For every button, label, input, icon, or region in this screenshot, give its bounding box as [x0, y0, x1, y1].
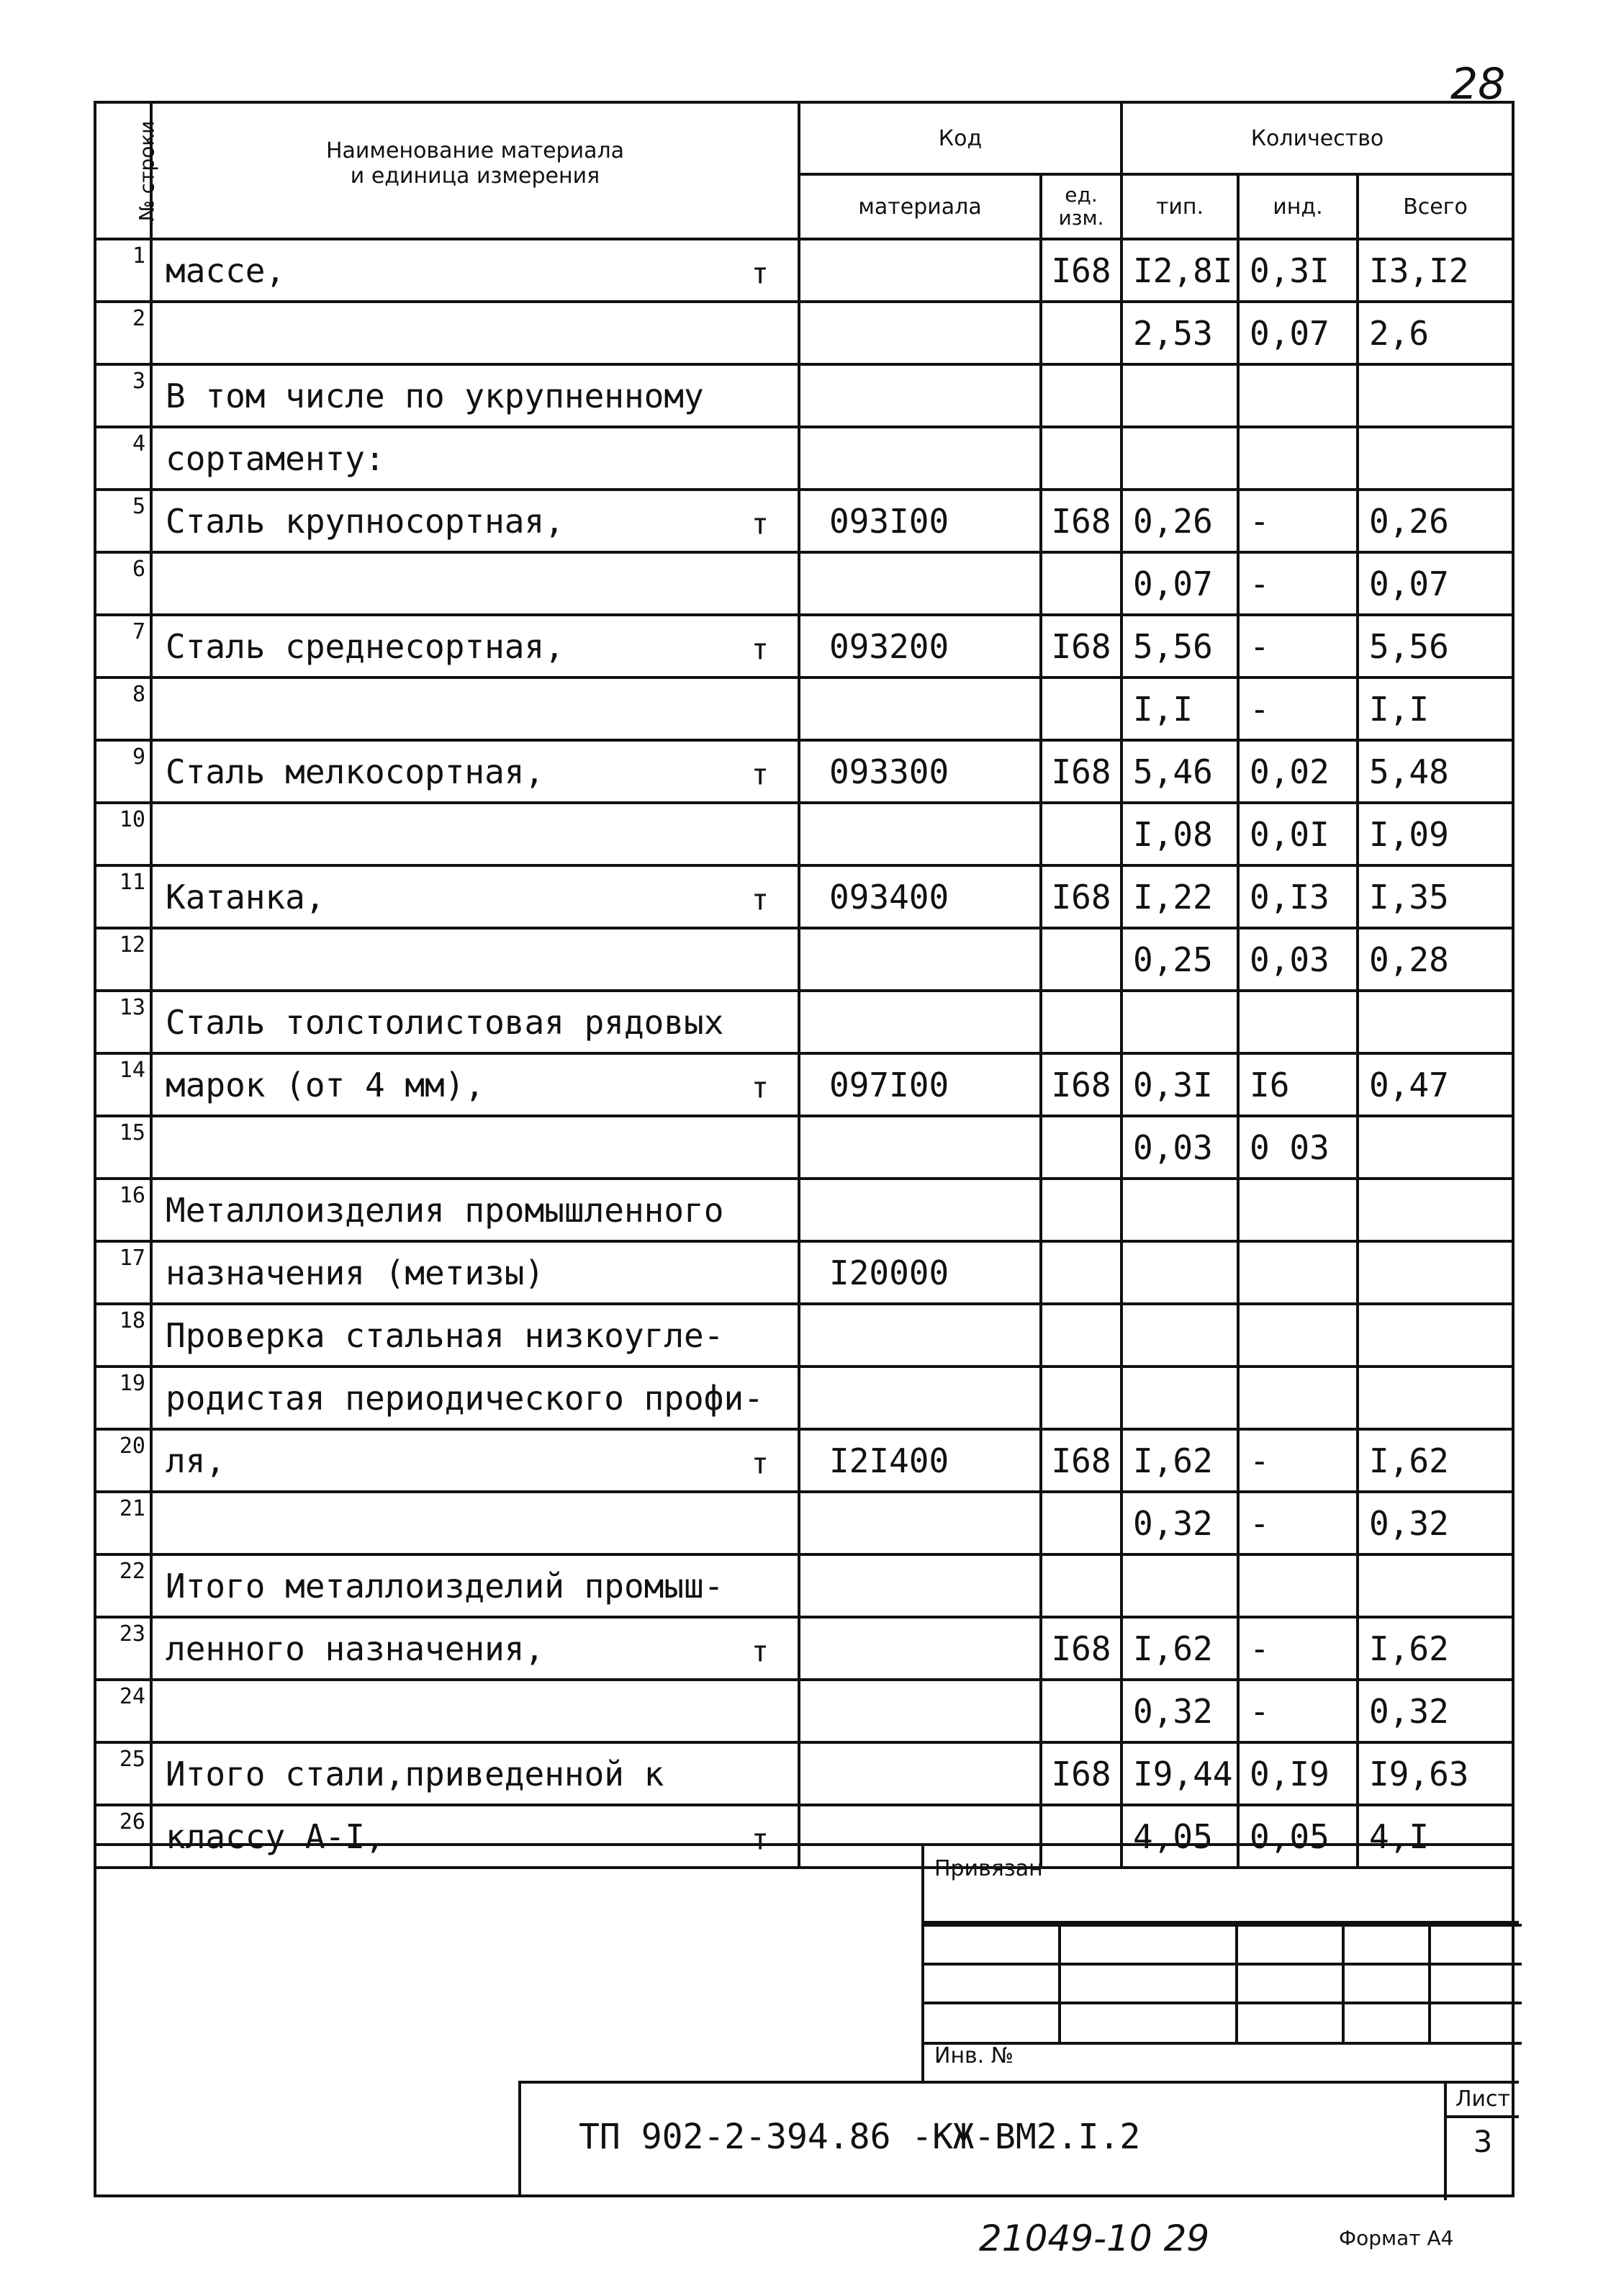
unit-code: [1041, 1680, 1121, 1742]
table-row: [95, 427, 1513, 490]
qty-ind: 0 03: [1238, 1116, 1358, 1179]
qty-typ: [1121, 1179, 1238, 1241]
material-code: [799, 239, 1041, 302]
material-name-text: Металлоизделия промышленного: [166, 1190, 724, 1230]
material-code: [799, 427, 1041, 490]
unit-code: [1041, 427, 1121, 490]
row-number: 13: [95, 991, 151, 1053]
material-code: 093200: [799, 615, 1041, 677]
paper-format: Формат А4: [1339, 2226, 1454, 2250]
unit-code: I68: [1041, 740, 1121, 803]
qty-ind: [1238, 1241, 1358, 1304]
row-number: 24: [95, 1680, 151, 1742]
unit-code: I68: [1041, 239, 1121, 302]
unit-code: I68: [1041, 1617, 1121, 1680]
qty-total: 2,6: [1358, 302, 1513, 364]
table-row: [95, 740, 1513, 803]
material-code: [799, 1680, 1041, 1742]
table-row: [95, 991, 1513, 1053]
material-code: 097I00: [799, 1053, 1041, 1116]
material-name-text: Сталь среднесортная,: [166, 626, 564, 666]
row-number: 2: [95, 302, 151, 364]
qty-total: 0,26: [1358, 490, 1513, 552]
qty-typ: I,22: [1121, 865, 1238, 928]
table-row: [95, 1116, 1513, 1179]
qty-total: I,62: [1358, 1429, 1513, 1492]
material-name-text: массе,: [166, 251, 286, 290]
qty-ind: 0,I3: [1238, 865, 1358, 928]
qty-total: [1358, 991, 1513, 1053]
qty-typ: I,08: [1121, 803, 1238, 865]
row-number: 20: [95, 1429, 151, 1492]
table-row: [95, 865, 1513, 928]
unit-code: [1041, 1492, 1121, 1554]
table-row: [95, 1554, 1513, 1617]
material-name-text: ленного назначения,: [166, 1629, 545, 1668]
qty-typ: 0,32: [1121, 1680, 1238, 1742]
row-number: 10: [95, 803, 151, 865]
material-name: [151, 803, 799, 865]
material-name: [151, 865, 799, 928]
qty-typ: 0,07: [1121, 552, 1238, 615]
qty-typ: I,62: [1121, 1617, 1238, 1680]
table-row: [95, 1742, 1513, 1805]
table-row: [95, 1429, 1513, 1492]
unit-code: I68: [1041, 1429, 1121, 1492]
material-code: [799, 302, 1041, 364]
material-code: [799, 1116, 1041, 1179]
row-number: 23: [95, 1617, 151, 1680]
material-name-text: Сталь крупносортная,: [166, 501, 564, 541]
unit-code: [1041, 803, 1121, 865]
qty-typ: I,I: [1121, 677, 1238, 740]
qty-typ: I2,8I: [1121, 239, 1238, 302]
row-number: 25: [95, 1742, 151, 1805]
qty-ind: [1238, 991, 1358, 1053]
qty-total: [1358, 1367, 1513, 1429]
qty-ind: 0,0I: [1238, 803, 1358, 865]
material-name: [151, 1304, 799, 1367]
qty-total: 5,56: [1358, 615, 1513, 677]
material-name: [151, 991, 799, 1053]
table-row: [95, 1179, 1513, 1241]
binding-cell: [921, 1845, 1519, 1924]
table-row: [95, 239, 1513, 302]
material-name: [151, 1680, 799, 1742]
qty-ind: 0,I9: [1238, 1742, 1358, 1805]
row-number: 8: [95, 677, 151, 740]
material-name-text: марок (от 4 мм),: [166, 1065, 485, 1104]
unit-text: т: [751, 1071, 769, 1105]
material-code: [799, 1367, 1041, 1429]
material-code: 093I00: [799, 490, 1041, 552]
qty-typ: [1121, 1554, 1238, 1617]
material-name: [151, 1492, 799, 1554]
qty-ind: [1238, 427, 1358, 490]
quantity-group-header: Количество: [1121, 102, 1513, 174]
row-number: 15: [95, 1116, 151, 1179]
qty-total: 0,47: [1358, 1053, 1513, 1116]
material-code: [799, 1617, 1041, 1680]
qty-total: 4,I: [1358, 1805, 1513, 1868]
name-header: Наименование материала и единица измерения: [151, 102, 799, 239]
material-name: [151, 1116, 799, 1179]
material-code: [799, 552, 1041, 615]
unit-code: [1041, 991, 1121, 1053]
unit-code: [1041, 928, 1121, 991]
material-code: [799, 677, 1041, 740]
qty-ind: 0,03: [1238, 928, 1358, 991]
row-number: 22: [95, 1554, 151, 1617]
unit-code: [1041, 1179, 1121, 1241]
material-code-header: материала: [799, 174, 1041, 239]
table-row: [95, 364, 1513, 427]
material-name: [151, 677, 799, 740]
material-code: 093300: [799, 740, 1041, 803]
unit-text: т: [751, 883, 769, 917]
material-code: [799, 991, 1041, 1053]
unit-code: [1041, 1554, 1121, 1617]
row-number-header-label: № строки: [135, 120, 159, 221]
qty-typ: [1121, 364, 1238, 427]
qty-total: I9,63: [1358, 1742, 1513, 1805]
row-number: 6: [95, 552, 151, 615]
row-number: 7: [95, 615, 151, 677]
table-row: [95, 1617, 1513, 1680]
qty-ind: [1238, 1367, 1358, 1429]
material-name: [151, 1367, 799, 1429]
material-name-text: классу А-I,: [166, 1816, 385, 1856]
qty-total: I,35: [1358, 865, 1513, 928]
unit-code: [1041, 1367, 1121, 1429]
qty-typ: [1121, 991, 1238, 1053]
material-name-text: Сталь толстолистовая рядовых: [166, 1002, 724, 1042]
qty-ind: -: [1238, 1492, 1358, 1554]
sheet-box: [1444, 2084, 1519, 2200]
qty-ind: 0,02: [1238, 740, 1358, 803]
qty-typ: 0,26: [1121, 490, 1238, 552]
table-row: [95, 1241, 1513, 1304]
table-row: [95, 1492, 1513, 1554]
qty-typ: 0,32: [1121, 1492, 1238, 1554]
row-number: 19: [95, 1367, 151, 1429]
qty-ind: -: [1238, 615, 1358, 677]
material-name: [151, 427, 799, 490]
row-number: 26: [95, 1805, 151, 1868]
qty-typ: [1121, 1367, 1238, 1429]
unit-text: т: [751, 758, 769, 792]
material-name: [151, 928, 799, 991]
qty-ind: -: [1238, 1617, 1358, 1680]
unit-text: т: [751, 1447, 769, 1481]
unit-code: [1041, 364, 1121, 427]
table-row: [95, 490, 1513, 552]
qty-typ: 4,05: [1121, 1805, 1238, 1868]
qty-ind: -: [1238, 490, 1358, 552]
material-code: [799, 1554, 1041, 1617]
material-name: [151, 1742, 799, 1805]
row-number: 5: [95, 490, 151, 552]
qty-ind: -: [1238, 1680, 1358, 1742]
table-row: [95, 1367, 1513, 1429]
qty-total: [1358, 427, 1513, 490]
unit-text: т: [751, 508, 769, 541]
unit-code: I68: [1041, 865, 1121, 928]
material-code: 093400: [799, 865, 1041, 928]
material-name-text: Катанка,: [166, 877, 325, 917]
binding-label: Привязан: [934, 1856, 1043, 1881]
row-number: 11: [95, 865, 151, 928]
qty-total: [1358, 364, 1513, 427]
qty-total: [1358, 1241, 1513, 1304]
unit-code: I68: [1041, 1053, 1121, 1116]
material-name-text: назначения (метизы): [166, 1253, 545, 1292]
unit-text: т: [751, 633, 769, 667]
qty-ind: -: [1238, 1429, 1358, 1492]
qty-total: 0,07: [1358, 552, 1513, 615]
qty-typ: 0,25: [1121, 928, 1238, 991]
row-number: 4: [95, 427, 151, 490]
unit-text: т: [751, 1635, 769, 1669]
qty-total: 0,32: [1358, 1680, 1513, 1742]
table-row: [95, 302, 1513, 364]
material-code: I20000: [799, 1241, 1041, 1304]
material-name: [151, 1241, 799, 1304]
material-name: [151, 302, 799, 364]
material-name-text: ля,: [166, 1441, 226, 1480]
code-group-header: Код: [799, 102, 1121, 174]
document-code: ТП 902-2-394.86 -КЖ-ВМ2.I.2: [579, 2117, 1141, 2157]
row-number: 14: [95, 1053, 151, 1116]
qty-total: [1358, 1554, 1513, 1617]
material-name: [151, 239, 799, 302]
material-code: [799, 1492, 1041, 1554]
row-number: 17: [95, 1241, 151, 1304]
unit-code: [1041, 677, 1121, 740]
row-number: 9: [95, 740, 151, 803]
unit-text: т: [751, 1823, 769, 1857]
table-row: [95, 1680, 1513, 1742]
material-name: [151, 1179, 799, 1241]
qty-ind: [1238, 1179, 1358, 1241]
qty-typ: [1121, 1304, 1238, 1367]
qty-ind: 0,05: [1238, 1805, 1358, 1868]
table-row: [95, 1304, 1513, 1367]
qty-total: I,09: [1358, 803, 1513, 865]
qty-typ: 0,03: [1121, 1116, 1238, 1179]
material-name: [151, 1554, 799, 1617]
qty-total: 0,28: [1358, 928, 1513, 991]
material-name: [151, 1053, 799, 1116]
sheet-label: Лист: [1447, 2084, 1519, 2118]
qty-total: 5,48: [1358, 740, 1513, 803]
qty-typ: [1121, 427, 1238, 490]
material-name: [151, 552, 799, 615]
material-code: [799, 1304, 1041, 1367]
table-row: [95, 677, 1513, 740]
page-number: 28: [1450, 59, 1506, 109]
unit-code: I68: [1041, 615, 1121, 677]
unit-code: [1041, 302, 1121, 364]
row-number: 21: [95, 1492, 151, 1554]
materials-table: [94, 101, 1515, 1869]
qty-total: I,I: [1358, 677, 1513, 740]
row-number: 16: [95, 1179, 151, 1241]
qty-total: [1358, 1304, 1513, 1367]
approval-grid: [921, 1924, 1519, 2081]
material-name: [151, 615, 799, 677]
material-code: [799, 928, 1041, 991]
row-number: 3: [95, 364, 151, 427]
typ-header: тип.: [1121, 174, 1238, 239]
material-name: [151, 740, 799, 803]
row-number-header: [95, 102, 159, 239]
material-name: [151, 1429, 799, 1492]
qty-typ: I9,44: [1121, 1742, 1238, 1805]
row-number: 18: [95, 1304, 151, 1367]
material-name-text: Итого стали,приведенной к: [166, 1754, 664, 1793]
unit-code: I68: [1041, 490, 1121, 552]
unit-code: [1041, 1241, 1121, 1304]
table-row: [95, 1053, 1513, 1116]
qty-ind: -: [1238, 677, 1358, 740]
qty-ind: [1238, 364, 1358, 427]
inventory-number-label: Инв. №: [934, 2043, 1014, 2068]
sheet-number: 3: [1473, 2124, 1493, 2159]
qty-typ: 2,53: [1121, 302, 1238, 364]
material-name-text: Сталь мелкосортная,: [166, 752, 545, 791]
unit-text: т: [751, 257, 769, 291]
qty-ind: [1238, 1304, 1358, 1367]
material-code: [799, 803, 1041, 865]
material-name-text: сортаменту:: [166, 438, 385, 478]
unit-code: I68: [1041, 1742, 1121, 1805]
qty-typ: 5,46: [1121, 740, 1238, 803]
material-name-text: Итого металлоизделий промыш-: [166, 1566, 724, 1606]
unit-code: [1041, 552, 1121, 615]
qty-ind: -: [1238, 552, 1358, 615]
qty-total: 0,32: [1358, 1492, 1513, 1554]
material-name-text: Проверка стальная низкоугле-: [166, 1315, 724, 1355]
material-name: [151, 1617, 799, 1680]
ind-header: инд.: [1238, 174, 1358, 239]
unit-code: [1041, 1116, 1121, 1179]
material-name: [151, 490, 799, 552]
qty-typ: 0,3I: [1121, 1053, 1238, 1116]
qty-typ: [1121, 1241, 1238, 1304]
material-name: [151, 364, 799, 427]
qty-total: [1358, 1116, 1513, 1179]
document-stamp: [518, 2081, 1519, 2197]
material-code: [799, 1179, 1041, 1241]
order-number: 21049-10 29: [979, 2218, 1210, 2259]
table-row: [95, 928, 1513, 991]
qty-typ: I,62: [1121, 1429, 1238, 1492]
qty-ind: [1238, 1554, 1358, 1617]
qty-total: I3,I2: [1358, 239, 1513, 302]
qty-ind: 0,3I: [1238, 239, 1358, 302]
material-code: [799, 364, 1041, 427]
row-number: 12: [95, 928, 151, 991]
unit-code-header: ед. изм.: [1041, 174, 1121, 239]
row-number: 1: [95, 239, 151, 302]
qty-total: [1358, 1179, 1513, 1241]
material-code: [799, 1742, 1041, 1805]
qty-ind: 0,07: [1238, 302, 1358, 364]
unit-code: [1041, 1304, 1121, 1367]
table-row: [95, 803, 1513, 865]
qty-typ: 5,56: [1121, 615, 1238, 677]
qty-ind: I6: [1238, 1053, 1358, 1116]
material-name-text: родистая периодического профи-: [166, 1378, 764, 1418]
qty-total: I,62: [1358, 1617, 1513, 1680]
material-code: I2I400: [799, 1429, 1041, 1492]
total-header: Всего: [1358, 174, 1513, 239]
table-row: [95, 552, 1513, 615]
table-row: [95, 615, 1513, 677]
material-name-text: В том числе по укрупненному: [166, 376, 704, 415]
